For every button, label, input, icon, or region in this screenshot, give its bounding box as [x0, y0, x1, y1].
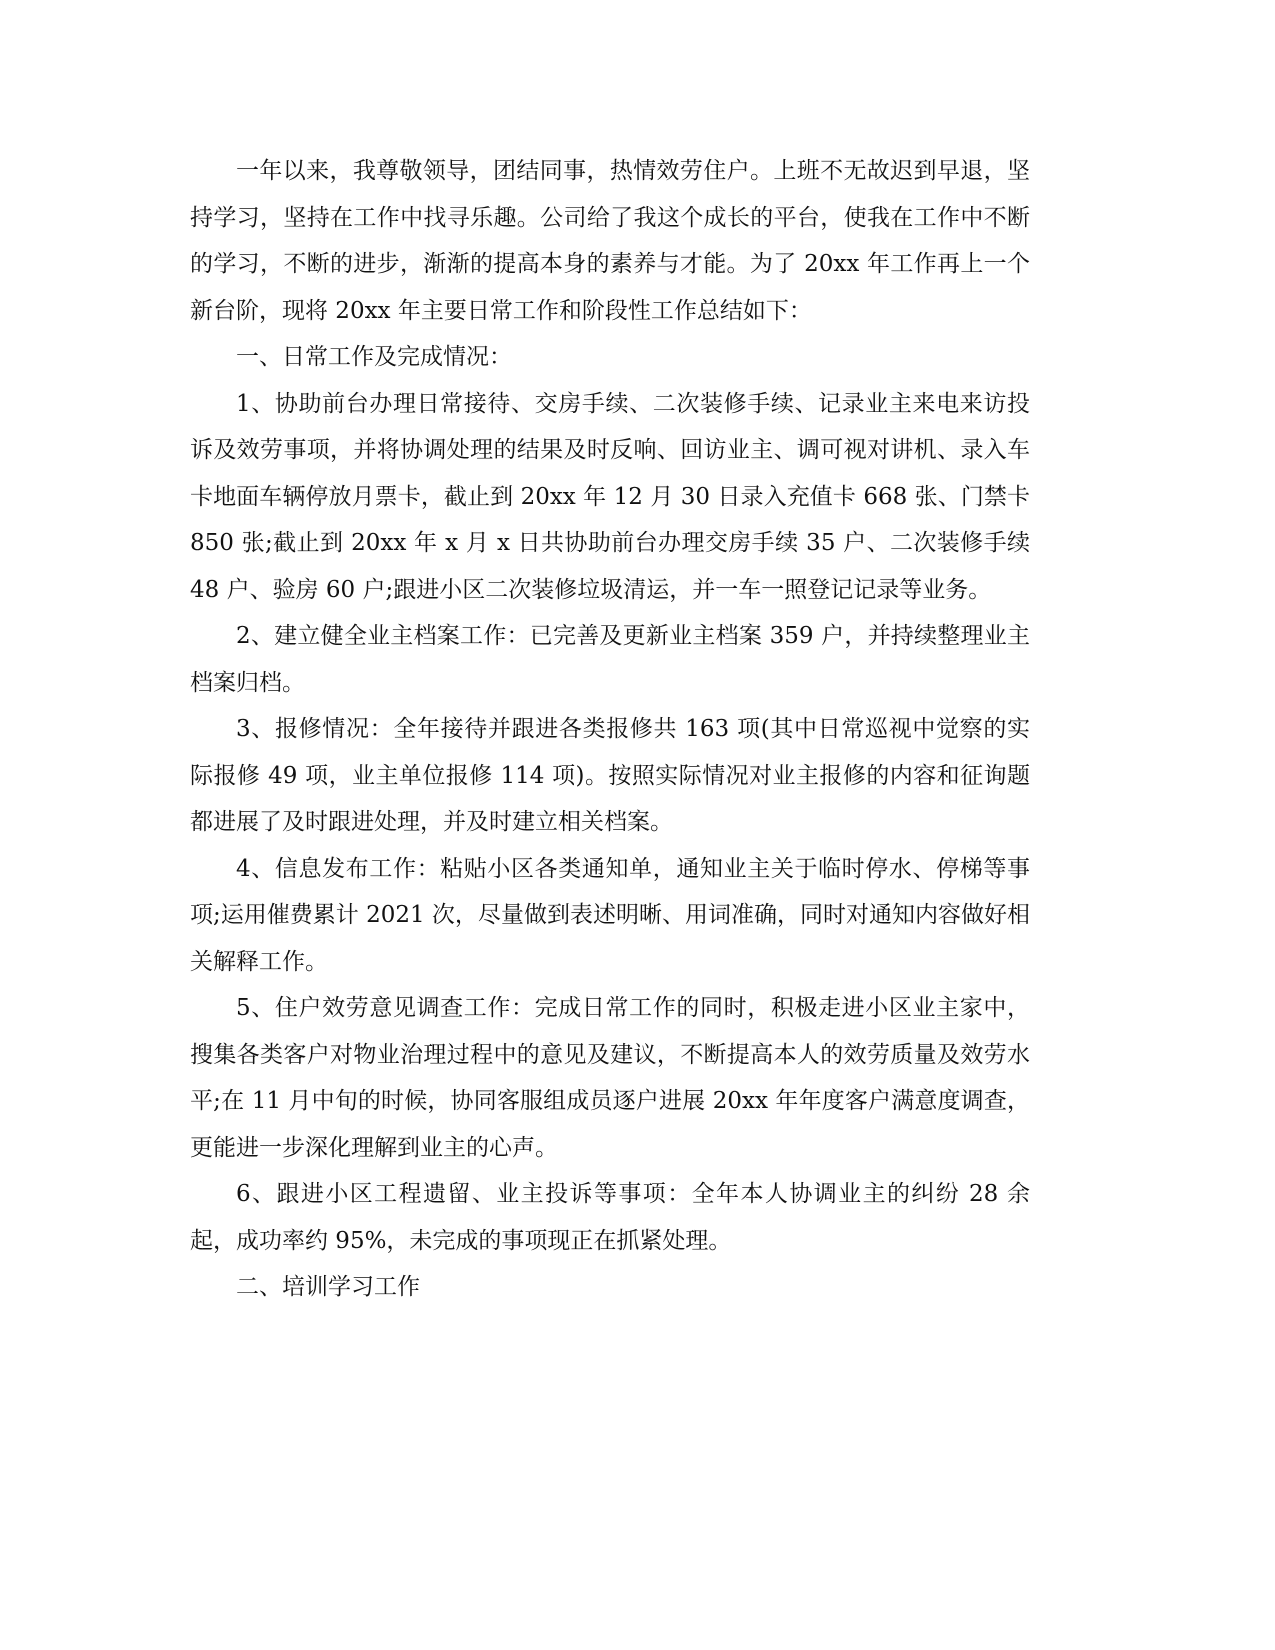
item-paragraph-6: 6、跟进小区工程遗留、业主投诉等事项：全年本人协调业主的纠纷 28 余起，成功率约 95%，未完成的事项现正在抓紧处理。 — [190, 1181, 1030, 1254]
document-body — [190, 148, 1030, 1311]
item-paragraph-2: 2、建立健全业主档案工作：已完善及更新业主档案 359 户，并持续整理业主档案归档。 — [190, 623, 1030, 696]
item-paragraph-4: 4、信息发布工作：粘贴小区各类通知单，通知业主关于临时停水、停梯等事项;运用催费累计 2021 次，尽量做到表述明晰、用词准确，同时对通知内容做好相关解释工作。 — [190, 855, 1030, 975]
section-heading-training: 二、培训学习工作 — [236, 1274, 420, 1300]
item-paragraph-5: 5、住户效劳意见调查工作：完成日常工作的同时，积极走进小区业主家中，搜集各类客户对物业治理过程中的意见及建议，不断提高本人的效劳质量及效劳水平;在 11 月中旬的时候，协同客服组成员逐户进展 20xx 年年度客户满意度调查，更能进一步深化理解到业主的心声。 — [190, 995, 1030, 1161]
section-heading-daily-work: 一、日常工作及完成情况： — [236, 344, 512, 370]
item-paragraph-3: 3、报修情况：全年接待并跟进各类报修共 163 项(其中日常巡视中觉察的实际报修 49 项，业主单位报修 114 项)。按照实际情况对业主报修的内容和征询题都进展了及时跟进处理，并及时建立相关档案。 — [190, 716, 1030, 835]
intro-paragraph: 一年以来，我尊敬领导，团结同事，热情效劳住户。上班不无故迟到早退，坚持学习，坚持在工作中找寻乐趣。公司给了我这个成长的平台，使我在工作中不断的学习，不断的进步，渐渐的提高本身的素养与才能。为了 20xx 年工作再上一个新台阶，现将 20xx 年主要日常工作和阶段性工作总结如下： — [190, 158, 1030, 324]
item-paragraph-1: 1、协助前台办理日常接待、交房手续、二次装修手续、记录业主来电来访投诉及效劳事项，并将协调处理的结果及时反响、回访业主、调可视对讲机、录入车卡地面车辆停放月票卡，截止到 20xx 年 12 月 30 日录入充值卡 668 张、门禁卡 850 张;截止到 20xx 年 x 月 x 日共协助前台办理交房手续 35 户、二次装修手续 48 户、验房 60 户;跟进小区二次装修垃圾清运，并一车一照登记记录等业务。 — [190, 390, 1030, 603]
